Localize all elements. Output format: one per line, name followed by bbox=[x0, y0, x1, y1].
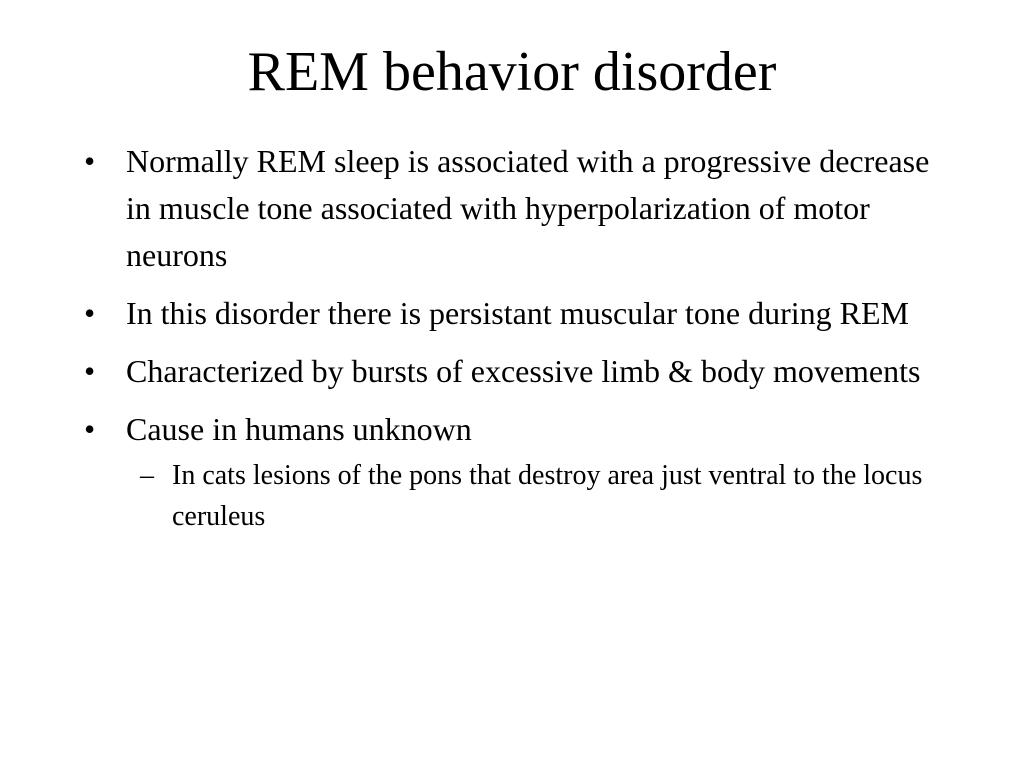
bullet-text: Characterized by bursts of excessive limb & body movements bbox=[126, 353, 921, 389]
bullet-item bbox=[78, 406, 948, 537]
bullet-text: In this disorder there is persistant muscular tone during REM bbox=[126, 295, 909, 331]
bullet-marker: • bbox=[84, 295, 96, 331]
slide-title: REM behavior disorder bbox=[247, 41, 777, 103]
sub-bullet-list bbox=[126, 455, 948, 537]
bullet-marker: • bbox=[84, 411, 96, 447]
bullet-marker: • bbox=[84, 353, 96, 389]
bullet-marker: • bbox=[84, 143, 96, 179]
sub-bullet-item bbox=[126, 455, 948, 537]
bullet-list bbox=[78, 138, 948, 548]
bullet-text: Normally REM sleep is associated with a progressive decrease in muscle tone associated with hyperpolarization of motor neurons bbox=[126, 143, 930, 273]
sub-bullet-marker: – bbox=[140, 460, 154, 491]
sub-bullet-text: In cats lesions of the pons that destroy area just ventral to the locus ceruleus bbox=[172, 460, 923, 532]
bullet-item bbox=[78, 348, 948, 395]
bullet-item bbox=[78, 290, 948, 337]
bullet-item bbox=[78, 138, 948, 279]
bullet-text: Cause in humans unknown bbox=[126, 411, 472, 447]
